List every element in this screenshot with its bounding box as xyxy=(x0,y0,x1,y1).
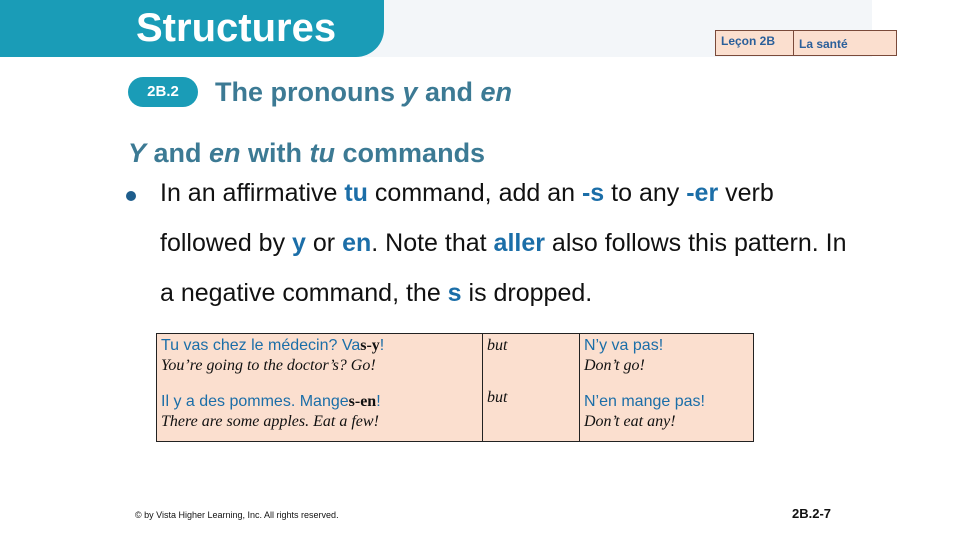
bullet-text: verb followed by xyxy=(160,179,774,257)
sub-commands: commands xyxy=(335,138,486,168)
negative-english: Don’t go! xyxy=(584,357,645,374)
bullet-paragraph xyxy=(160,168,860,318)
example-french-bold: s-en xyxy=(348,393,377,410)
sub-heading xyxy=(128,138,485,168)
keyword-en: en xyxy=(342,229,372,257)
example-french-bold: s-y xyxy=(360,337,380,354)
bullet-text: In an affirmative xyxy=(160,179,345,207)
negative-column xyxy=(580,334,753,441)
bullet-icon xyxy=(126,191,136,201)
sub-tu: tu xyxy=(309,138,336,168)
page-title: Structures xyxy=(136,6,337,50)
example-french-text: Tu vas chez le médecin? Va xyxy=(161,337,361,354)
bullet-text: . Note that xyxy=(371,229,494,257)
example-english: There are some apples. Eat a few! xyxy=(161,413,379,430)
examples-table xyxy=(156,333,754,442)
example-french xyxy=(161,392,478,412)
example-english: You’re going to the doctor’s? Go! xyxy=(161,357,376,374)
bullet-text: to any xyxy=(604,179,687,207)
keyword-s-dropped: s xyxy=(447,279,462,307)
but-label: but xyxy=(487,337,508,354)
but-column xyxy=(483,334,580,441)
keyword-y: y xyxy=(292,229,306,257)
sub-en: en xyxy=(209,138,241,168)
example-french-text: Il y a des pommes. Mange xyxy=(161,393,349,410)
sub-y: Y xyxy=(128,138,147,168)
bullet-text: also follows this pattern. In a negative command, the xyxy=(160,229,847,307)
negative-french: N’y va pas! xyxy=(584,337,664,354)
keyword-er: -er xyxy=(686,179,719,207)
heading-y: y xyxy=(402,77,418,107)
copyright: © by Vista Higher Learning, Inc. All rights reserved. xyxy=(135,510,339,520)
section-badge: 2B.2 xyxy=(128,77,198,107)
example-french-punct: ! xyxy=(379,337,385,354)
keyword-tu: tu xyxy=(344,179,368,207)
bullet-text: is dropped. xyxy=(461,279,593,307)
heading-and: and xyxy=(417,77,481,107)
page-number: 2B.2-7 xyxy=(792,506,832,521)
bullet-text: command, add an xyxy=(367,179,582,207)
bullet-text: or xyxy=(305,229,343,257)
negative-french: N’en mange pas! xyxy=(584,393,705,410)
example-french-punct: ! xyxy=(376,393,381,410)
keyword-aller: aller xyxy=(493,229,545,257)
negative-english: Don’t eat any! xyxy=(584,413,676,430)
heading-en: en xyxy=(480,77,513,107)
but-label: but xyxy=(487,389,508,406)
affirmative-column xyxy=(157,334,483,441)
sub-with: with xyxy=(240,138,310,168)
lesson-box xyxy=(715,30,897,56)
keyword-s: -s xyxy=(581,179,605,207)
lesson-label: Leçon 2B xyxy=(716,31,794,55)
example-french xyxy=(161,336,478,356)
section-heading xyxy=(215,77,512,107)
heading-text: The pronouns xyxy=(215,77,403,107)
lesson-theme: La santé xyxy=(799,37,848,51)
sub-and: and xyxy=(146,138,210,168)
